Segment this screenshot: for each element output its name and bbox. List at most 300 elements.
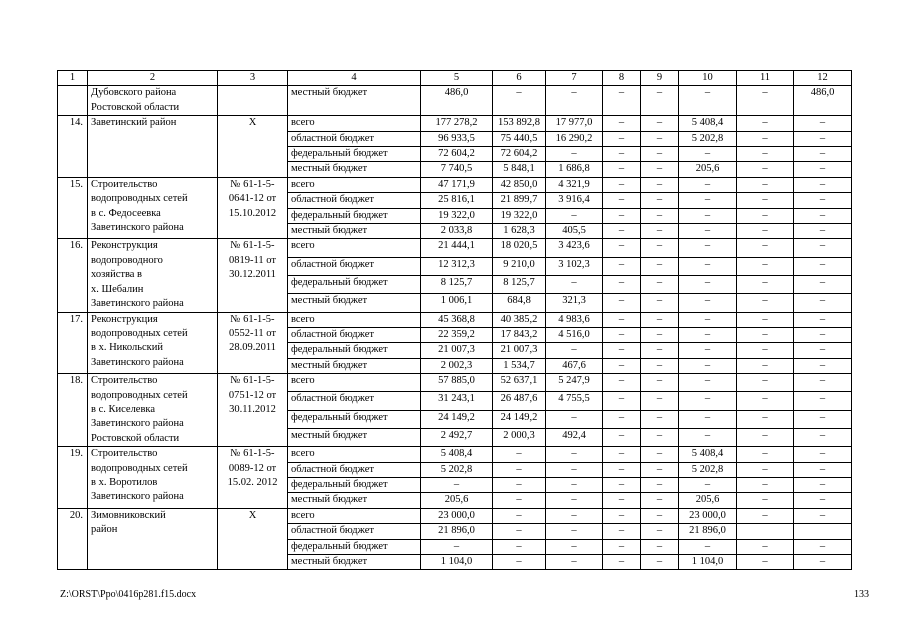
amount-cell: – [641,294,679,312]
amount-cell: – [794,177,852,192]
amount-cell: 3 102,3 [546,257,603,275]
funding-source: федеральный бюджет [288,343,421,358]
amount-cell: – [641,539,679,554]
object-name-line: водопроводных сетей [91,193,188,205]
amount-cell: 23 000,0 [421,508,493,523]
amount-cell: – [794,462,852,477]
amount-cell: – [737,257,794,275]
amount-cell: 5 408,4 [421,447,493,462]
amount-cell: 321,3 [546,294,603,312]
amount-cell: 2 033,8 [421,224,493,239]
amount-cell: 8 125,7 [493,275,546,293]
funding-source: областной бюджет [288,257,421,275]
amount-cell: – [493,508,546,523]
amount-cell: – [641,257,679,275]
page-number: 133 [854,589,869,600]
amount-cell: 1 628,3 [493,224,546,239]
amount-cell: 205,6 [679,162,737,177]
funding-source: всего [288,447,421,462]
amount-cell: – [603,208,641,223]
amount-cell: – [546,539,603,554]
amount-cell: – [546,275,603,293]
amount-cell: 21 899,7 [493,193,546,208]
amount-cell: – [737,147,794,162]
amount-cell: 5 848,1 [493,162,546,177]
amount-cell: – [641,224,679,239]
amount-cell: 1 686,8 [546,162,603,177]
amount-cell: – [546,524,603,539]
amount-cell: 9 210,0 [493,257,546,275]
amount-cell: 42 850,0 [493,177,546,192]
amount-cell: – [794,162,852,177]
amount-cell: – [641,555,679,570]
amount-cell: – [737,447,794,462]
amount-cell: – [679,539,737,554]
amount-cell: – [794,147,852,162]
amount-cell: – [641,374,679,392]
amount-cell: – [603,343,641,358]
amount-cell: – [737,462,794,477]
amount-cell: – [737,343,794,358]
amount-cell: 40 385,2 [493,312,546,327]
funding-source: всего [288,116,421,131]
object-name-line: Заветинский район [91,117,177,129]
funding-source: всего [288,508,421,523]
column-header: 1 [58,71,88,86]
amount-cell: – [603,374,641,392]
expertise-conclusion [218,508,288,570]
amount-cell: 24 149,2 [421,410,493,428]
amount-cell: – [737,508,794,523]
expertise-conclusion-line: 30.12.2011 [229,269,276,281]
amount-cell: – [603,358,641,373]
amount-cell: – [679,147,737,162]
amount-cell: 5 408,4 [679,447,737,462]
column-header: 10 [679,71,737,86]
amount-cell: – [641,86,679,116]
amount-cell: 17 843,2 [493,327,546,342]
object-name-line: Ростовской области [91,432,180,444]
amount-cell: 72 604,2 [493,147,546,162]
amount-cell: 684,8 [493,294,546,312]
column-header: 6 [493,71,546,86]
object-name-line: в с. Киселевка [91,403,156,415]
amount-cell: – [679,86,737,116]
table-row [58,312,852,327]
amount-cell: – [546,343,603,358]
funding-source: федеральный бюджет [288,539,421,554]
amount-cell: – [546,410,603,428]
expertise-conclusion [218,374,288,447]
amount-cell [737,524,794,539]
amount-cell: – [679,327,737,342]
funding-source: местный бюджет [288,294,421,312]
amount-cell: 486,0 [794,86,852,116]
amount-cell: – [794,257,852,275]
funding-source: местный бюджет [288,358,421,373]
funding-source: областной бюджет [288,462,421,477]
amount-cell: – [546,462,603,477]
header-row [58,71,852,86]
expertise-conclusion-line: № 61-1-5- [230,375,275,387]
column-header: 7 [546,71,603,86]
table-row [58,447,852,462]
amount-cell: – [679,294,737,312]
amount-cell: – [641,327,679,342]
amount-cell: – [603,508,641,523]
amount-cell: 2 002,3 [421,358,493,373]
object-name-line: Заветинского района [91,491,184,503]
column-header: 12 [794,71,852,86]
amount-cell: – [794,428,852,446]
expertise-conclusion-line: 0641-12 от [228,193,277,205]
amount-cell: – [641,447,679,462]
amount-cell: – [737,275,794,293]
amount-cell: – [679,477,737,492]
amount-cell: – [679,392,737,410]
amount-cell: – [737,555,794,570]
amount-cell: – [493,462,546,477]
funding-source: местный бюджет [288,493,421,508]
amount-cell: 8 125,7 [421,275,493,293]
funding-source: местный бюджет [288,428,421,446]
amount-cell: – [546,555,603,570]
expertise-conclusion-line: 30.11.2012 [229,403,276,415]
item-number: 16. [58,239,88,312]
amount-cell: 21 896,0 [679,524,737,539]
amount-cell: 7 740,5 [421,162,493,177]
amount-cell: – [603,116,641,131]
amount-cell: – [679,428,737,446]
amount-cell: – [737,239,794,257]
amount-cell: 2 000,3 [493,428,546,446]
amount-cell: 1 006,1 [421,294,493,312]
expertise-conclusion-line: 0089-12 от [228,462,277,474]
expertise-conclusion [218,447,288,509]
amount-cell: 12 312,3 [421,257,493,275]
funding-source: местный бюджет [288,555,421,570]
object-name-line: в с. Федосеевка [91,207,161,219]
amount-cell: 45 368,8 [421,312,493,327]
amount-cell: – [603,477,641,492]
expertise-conclusion-line: Х [248,509,257,521]
amount-cell: – [737,410,794,428]
expertise-conclusion-line: № 61-1-5- [230,448,275,460]
amount-cell: – [603,392,641,410]
object-name-line: Дубовского района [91,87,177,99]
object-name [88,177,218,239]
amount-cell: – [641,477,679,492]
amount-cell: 4 983,6 [546,312,603,327]
table-row [58,116,852,131]
amount-cell: – [737,208,794,223]
amount-cell: – [421,539,493,554]
amount-cell: 4 755,5 [546,392,603,410]
amount-cell: – [546,477,603,492]
amount-cell: 5 202,8 [679,131,737,146]
amount-cell: – [794,358,852,373]
amount-cell: – [794,294,852,312]
amount-cell: – [794,327,852,342]
amount-cell: – [794,343,852,358]
amount-cell: – [603,327,641,342]
amount-cell: – [794,392,852,410]
amount-cell: – [641,524,679,539]
amount-cell: 96 933,5 [421,131,493,146]
amount-cell: – [737,312,794,327]
expertise-conclusion-line: 28.09.2011 [229,342,276,354]
amount-cell: – [546,86,603,116]
amount-cell: – [603,131,641,146]
amount-cell: 19 322,0 [493,208,546,223]
amount-cell: 1 104,0 [679,555,737,570]
amount-cell: 405,5 [546,224,603,239]
expertise-conclusion [218,116,288,178]
amount-cell: 3 916,4 [546,193,603,208]
amount-cell: 21 007,3 [421,343,493,358]
expertise-conclusion-line: № 61-1-5- [230,240,275,252]
object-name-line: Зимовниковский [91,509,166,521]
amount-cell: – [641,410,679,428]
amount-cell: – [493,447,546,462]
object-name-line: Ростовской области [91,101,180,113]
amount-cell: 1 104,0 [421,555,493,570]
amount-cell: – [603,410,641,428]
amount-cell: – [546,208,603,223]
amount-cell: – [679,275,737,293]
amount-cell: – [679,208,737,223]
amount-cell: – [679,177,737,192]
amount-cell: – [493,555,546,570]
amount-cell: – [603,524,641,539]
amount-cell: 1 534,7 [493,358,546,373]
amount-cell: – [737,162,794,177]
funding-source: федеральный бюджет [288,147,421,162]
amount-cell: 16 290,2 [546,131,603,146]
item-number: 14. [58,116,88,178]
amount-cell: – [679,224,737,239]
amount-cell: – [794,410,852,428]
expertise-conclusion-line: Х [248,117,257,129]
amount-cell: 467,6 [546,358,603,373]
amount-cell: 24 149,2 [493,410,546,428]
amount-cell: 205,6 [421,493,493,508]
funding-source: всего [288,239,421,257]
amount-cell: 31 243,1 [421,392,493,410]
object-name [88,86,218,116]
amount-cell: 177 278,2 [421,116,493,131]
object-name-line: Заветинского района [91,298,184,310]
expertise-conclusion-line: 0552-11 от [229,327,276,339]
object-name-line: Строительство [91,448,158,460]
amount-cell: 5 202,8 [679,462,737,477]
column-header: 2 [88,71,218,86]
amount-cell: 4 516,0 [546,327,603,342]
funding-source: областной бюджет [288,392,421,410]
funding-source: федеральный бюджет [288,477,421,492]
amount-cell: 21 896,0 [421,524,493,539]
amount-cell: – [603,239,641,257]
amount-cell: 5 247,9 [546,374,603,392]
amount-cell: – [603,428,641,446]
amount-cell: – [641,312,679,327]
amount-cell: – [794,539,852,554]
amount-cell: – [641,177,679,192]
table-row [58,86,852,116]
amount-cell: 47 171,9 [421,177,493,192]
object-name [88,116,218,178]
object-name-line: Строительство [91,178,158,190]
amount-cell: 3 423,6 [546,239,603,257]
amount-cell: – [679,358,737,373]
amount-cell: 492,4 [546,428,603,446]
amount-cell: – [794,239,852,257]
object-name-line: Реконструкция [91,313,158,325]
amount-cell: – [737,392,794,410]
amount-cell: 17 977,0 [546,116,603,131]
expertise-conclusion [218,86,288,116]
amount-cell: – [737,131,794,146]
expertise-conclusion-line: № 61-1-5- [230,178,275,190]
amount-cell: – [603,462,641,477]
expertise-conclusion [218,312,288,374]
amount-cell: – [794,131,852,146]
funding-source: всего [288,312,421,327]
amount-cell: – [546,147,603,162]
amount-cell: – [679,374,737,392]
amount-cell: – [737,358,794,373]
amount-cell: – [603,312,641,327]
amount-cell: – [603,539,641,554]
object-name-line: х. Шебалин [91,283,144,295]
amount-cell: – [421,477,493,492]
amount-cell: – [737,374,794,392]
amount-cell: – [603,447,641,462]
amount-cell: 19 322,0 [421,208,493,223]
amount-cell: – [603,224,641,239]
funding-source: областной бюджет [288,193,421,208]
funding-source: областной бюджет [288,327,421,342]
amount-cell: – [603,257,641,275]
object-name [88,447,218,509]
amount-cell: – [737,327,794,342]
amount-cell: – [603,86,641,116]
expertise-conclusion-line: 15.10.2012 [228,207,277,219]
amount-cell: – [603,193,641,208]
amount-cell: – [603,177,641,192]
funding-source: местный бюджет [288,162,421,177]
funding-source: федеральный бюджет [288,208,421,223]
amount-cell: 5 202,8 [421,462,493,477]
amount-cell: – [679,239,737,257]
amount-cell: – [603,294,641,312]
column-header: 4 [288,71,421,86]
amount-cell: 57 885,0 [421,374,493,392]
amount-cell: – [794,224,852,239]
amount-cell: – [737,177,794,192]
amount-cell: – [641,343,679,358]
amount-cell: – [794,508,852,523]
object-name [88,508,218,570]
amount-cell: – [679,410,737,428]
amount-cell: – [603,555,641,570]
amount-cell: – [603,275,641,293]
amount-cell: – [794,493,852,508]
object-name-line: в х. Воротилов [91,476,158,488]
amount-cell: 21 007,3 [493,343,546,358]
object-name-line: хозяйства в [91,269,143,281]
amount-cell: – [794,374,852,392]
funding-source: местный бюджет [288,224,421,239]
amount-cell: – [546,493,603,508]
object-name [88,312,218,374]
amount-cell: 486,0 [421,86,493,116]
amount-cell: – [679,193,737,208]
object-name-line: в х. Никольский [91,342,163,354]
amount-cell: – [603,493,641,508]
amount-cell: – [603,162,641,177]
amount-cell: – [641,508,679,523]
object-name-line: Заветинского района [91,222,184,234]
amount-cell: 4 321,9 [546,177,603,192]
amount-cell: – [737,477,794,492]
amount-cell: – [641,392,679,410]
amount-cell: – [493,493,546,508]
table-row [58,374,852,392]
amount-cell: – [737,86,794,116]
object-name-line: водопроводных сетей [91,389,188,401]
amount-cell: – [641,493,679,508]
funding-source: всего [288,177,421,192]
amount-cell: – [737,493,794,508]
amount-cell: – [493,477,546,492]
amount-cell: 205,6 [679,493,737,508]
column-header: 5 [421,71,493,86]
amount-cell: – [641,208,679,223]
funding-source: областной бюджет [288,131,421,146]
expertise-conclusion-line: 0751-12 от [228,389,277,401]
column-header: 3 [218,71,288,86]
funding-source: местный бюджет [288,86,421,116]
amount-cell: – [737,193,794,208]
amount-cell: – [794,193,852,208]
column-header: 11 [737,71,794,86]
amount-cell: – [737,224,794,239]
amount-cell: – [546,508,603,523]
amount-cell: – [641,131,679,146]
amount-cell: 25 816,1 [421,193,493,208]
amount-cell: – [493,524,546,539]
amount-cell: – [493,86,546,116]
item-number: 17. [58,312,88,374]
object-name-line: водопроводного [91,254,163,266]
object-name-line: Заветинского района [91,418,184,430]
amount-cell: – [641,116,679,131]
amount-cell: – [794,477,852,492]
amount-cell: – [794,555,852,570]
amount-cell: – [641,358,679,373]
amount-cell: 75 440,5 [493,131,546,146]
funding-source: всего [288,374,421,392]
item-number: 18. [58,374,88,447]
amount-cell: 153 892,8 [493,116,546,131]
amount-cell: – [794,116,852,131]
object-name-line: Реконструкция [91,240,158,252]
amount-cell: – [641,462,679,477]
budget-table [57,70,852,570]
amount-cell: 26 487,6 [493,392,546,410]
document-path: Z:\ORST\Ppo\0416p281.f15.docx [60,589,197,600]
